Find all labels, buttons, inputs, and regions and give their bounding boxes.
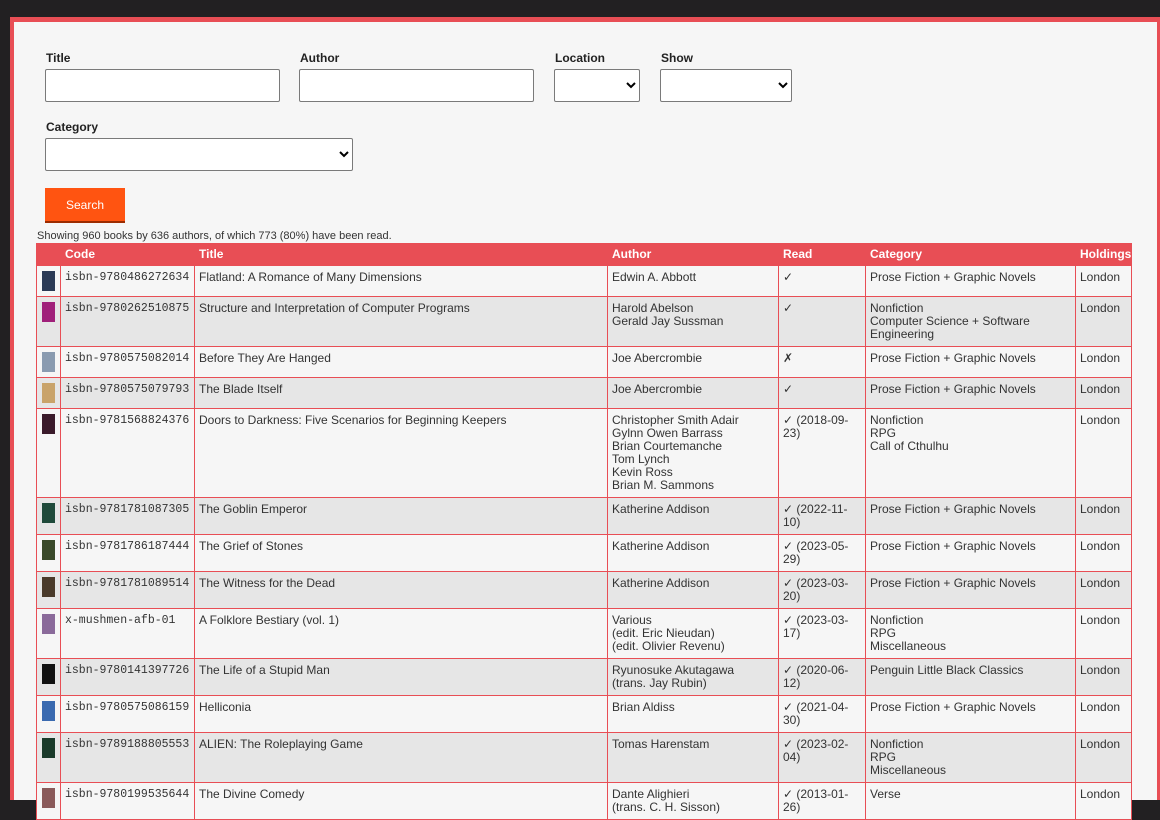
read-status: ✓: [779, 266, 866, 297]
book-authors: [608, 266, 779, 297]
book-code: isbn-9780141397726: [61, 659, 195, 696]
category-name: Prose Fiction + Graphic Novels: [870, 270, 1036, 284]
cover-cell: [37, 297, 61, 347]
location-select[interactable]: [554, 69, 640, 102]
book-holdings: London: [1076, 659, 1132, 696]
book-cover-thumbnail[interactable]: [42, 614, 55, 634]
book-cover-thumbnail[interactable]: [42, 352, 55, 372]
book-categories: [866, 659, 1076, 696]
book-cover-thumbnail[interactable]: [42, 788, 55, 808]
book-title[interactable]: ALIEN: The Roleplaying Game: [195, 733, 608, 783]
book-holdings: London: [1076, 297, 1132, 347]
column-header-author[interactable]: Author: [608, 243, 779, 266]
book-code: isbn-9781781087305: [61, 498, 195, 535]
book-categories: [866, 535, 1076, 572]
author-name[interactable]: Harold Abelson: [612, 301, 694, 315]
book-code: isbn-9780486272634: [61, 266, 195, 297]
book-title[interactable]: Before They Are Hanged: [195, 347, 608, 378]
category-name: Miscellaneous: [870, 639, 947, 653]
cover-cell: [37, 696, 61, 733]
table-row: [37, 409, 1132, 498]
books-table-body: [37, 266, 1132, 820]
cover-cell: [37, 347, 61, 378]
author-name[interactable]: Gerald Jay Sussman: [612, 314, 724, 328]
book-cover-thumbnail[interactable]: [42, 302, 55, 322]
category-name: Nonfiction: [870, 301, 924, 315]
category-name: Prose Fiction + Graphic Novels: [870, 351, 1036, 365]
table-row: [37, 696, 1132, 733]
book-cover-thumbnail[interactable]: [42, 414, 55, 434]
author-name[interactable]: Various: [612, 613, 652, 627]
category-name: Nonfiction: [870, 413, 924, 427]
book-cover-thumbnail[interactable]: [42, 664, 55, 684]
book-title[interactable]: The Blade Itself: [195, 378, 608, 409]
table-row: [37, 378, 1132, 409]
author-name[interactable]: Joe Abercrombie: [612, 382, 703, 396]
table-row: [37, 535, 1132, 572]
author-name[interactable]: Brian Aldiss: [612, 700, 675, 714]
column-header-code[interactable]: Code: [61, 243, 195, 266]
column-header-category[interactable]: Category: [866, 243, 1076, 266]
author-name[interactable]: Dante Alighieri: [612, 787, 690, 801]
cover-cell: [37, 572, 61, 609]
book-authors: [608, 498, 779, 535]
column-header-read[interactable]: Read: [779, 243, 866, 266]
author-input[interactable]: [299, 69, 534, 102]
book-holdings: London: [1076, 498, 1132, 535]
read-status: ✓ (2013-01-26): [779, 783, 866, 820]
book-code: isbn-9780575079793: [61, 378, 195, 409]
book-authors: [608, 409, 779, 498]
show-field: [660, 51, 792, 102]
book-cover-thumbnail[interactable]: [42, 540, 55, 560]
book-holdings: London: [1076, 409, 1132, 498]
book-code: isbn-9780262510875: [61, 297, 195, 347]
category-name: Penguin Little Black Classics: [870, 663, 1024, 677]
category-name: Prose Fiction + Graphic Novels: [870, 382, 1036, 396]
author-name[interactable]: Gylnn Owen Barrass: [612, 426, 723, 440]
book-cover-thumbnail[interactable]: [42, 503, 55, 523]
author-name[interactable]: Ryunosuke Akutagawa: [612, 663, 735, 677]
category-name: RPG: [870, 426, 897, 440]
book-title[interactable]: The Life of a Stupid Man: [195, 659, 608, 696]
cover-cell: [37, 266, 61, 297]
book-holdings: London: [1076, 535, 1132, 572]
book-code: isbn-9780575086159: [61, 696, 195, 733]
book-title[interactable]: Helliconia: [195, 696, 608, 733]
book-holdings: London: [1076, 266, 1132, 297]
cover-cell: [37, 409, 61, 498]
book-authors: [608, 659, 779, 696]
book-authors: [608, 378, 779, 409]
read-status: ✓ (2023-05-29): [779, 535, 866, 572]
book-holdings: London: [1076, 609, 1132, 659]
book-code: isbn-9781568824376: [61, 409, 195, 498]
table-row: [37, 347, 1132, 378]
cover-cell: [37, 733, 61, 783]
category-name: RPG: [870, 626, 897, 640]
book-holdings: London: [1076, 783, 1132, 820]
table-row: [37, 609, 1132, 659]
book-holdings: London: [1076, 733, 1132, 783]
category-label: Category: [46, 120, 99, 134]
table-row: [37, 572, 1132, 609]
book-code: isbn-9789188805553: [61, 733, 195, 783]
book-title[interactable]: The Witness for the Dead: [195, 572, 608, 609]
cover-cell: [37, 609, 61, 659]
author-name[interactable]: Joe Abercrombie: [612, 351, 703, 365]
author-name[interactable]: Katherine Addison: [612, 539, 710, 553]
book-code: isbn-9781781089514: [61, 572, 195, 609]
location-field: [554, 51, 640, 102]
book-authors: [608, 535, 779, 572]
results-summary: Showing 960 books by 636 authors, of which 773 (80%) have been read.: [37, 230, 392, 242]
cover-cell: [37, 535, 61, 572]
author-name[interactable]: Katherine Addison: [612, 576, 710, 590]
category-name: Call of Cthulhu: [870, 439, 949, 453]
book-categories: [866, 347, 1076, 378]
book-categories: [866, 609, 1076, 659]
book-holdings: London: [1076, 378, 1132, 409]
book-authors: [608, 297, 779, 347]
library-page: [14, 22, 1157, 814]
author-name[interactable]: Katherine Addison: [612, 502, 710, 516]
book-code: isbn-9780199535644: [61, 783, 195, 820]
read-status: ✓: [779, 378, 866, 409]
book-categories: [866, 783, 1076, 820]
read-status: ✗: [779, 347, 866, 378]
table-row: [37, 498, 1132, 535]
book-code: x-mushmen-afb-01: [61, 609, 195, 659]
author-field: [299, 51, 534, 102]
author-name[interactable]: (edit. Olivier Revenu): [612, 639, 725, 653]
category-name: Prose Fiction + Graphic Novels: [870, 576, 1036, 590]
read-status: ✓ (2023-03-20): [779, 572, 866, 609]
book-title[interactable]: The Goblin Emperor: [195, 498, 608, 535]
book-authors: [608, 696, 779, 733]
book-categories: [866, 409, 1076, 498]
read-status: ✓ (2022-11-10): [779, 498, 866, 535]
category-name: Verse: [870, 787, 901, 801]
author-name[interactable]: Christopher Smith Adair: [612, 413, 739, 427]
category-name: Nonfiction: [870, 737, 924, 751]
author-name[interactable]: Brian M. Sammons: [612, 478, 715, 492]
location-label: Location: [555, 51, 605, 65]
title-label: Title: [46, 51, 71, 65]
author-name[interactable]: Tom Lynch: [612, 452, 670, 466]
table-row: [37, 733, 1132, 783]
book-holdings: London: [1076, 696, 1132, 733]
book-authors: [608, 609, 779, 659]
author-name[interactable]: Tomas Harenstam: [612, 737, 710, 751]
book-cover-thumbnail[interactable]: [42, 701, 55, 721]
category-name: RPG: [870, 750, 897, 764]
book-authors: [608, 572, 779, 609]
title-field: [45, 51, 280, 102]
category-name: Computer Science + Software: [870, 314, 1030, 328]
book-categories: [866, 498, 1076, 535]
show-label: Show: [661, 51, 693, 65]
book-title[interactable]: Structure and Interpretation of Computer Programs: [195, 297, 608, 347]
book-authors: [608, 783, 779, 820]
book-code: isbn-9780575082014: [61, 347, 195, 378]
cover-cell: [37, 783, 61, 820]
book-title[interactable]: The Divine Comedy: [195, 783, 608, 820]
table-row: [37, 783, 1132, 820]
book-categories: [866, 297, 1076, 347]
books-table: [36, 243, 1132, 820]
book-cover-thumbnail[interactable]: [42, 271, 55, 291]
author-name[interactable]: Brian Courtemanche: [612, 439, 723, 453]
read-status: ✓: [779, 297, 866, 347]
table-header-row: [37, 243, 1132, 266]
book-holdings: London: [1076, 572, 1132, 609]
book-categories: [866, 266, 1076, 297]
book-title[interactable]: The Grief of Stones: [195, 535, 608, 572]
column-header-cover: [37, 243, 61, 266]
book-categories: [866, 572, 1076, 609]
cover-cell: [37, 378, 61, 409]
cover-cell: [37, 659, 61, 696]
read-status: ✓ (2023-02-04): [779, 733, 866, 783]
show-select[interactable]: [660, 69, 792, 102]
book-categories: [866, 733, 1076, 783]
book-cover-thumbnail[interactable]: [42, 577, 55, 597]
book-categories: [866, 378, 1076, 409]
book-title[interactable]: A Folklore Bestiary (vol. 1): [195, 609, 608, 659]
category-name: Engineering: [870, 327, 935, 341]
category-name: Miscellaneous: [870, 763, 947, 777]
read-status: ✓ (2018-09-23): [779, 409, 866, 498]
cover-cell: [37, 498, 61, 535]
book-authors: [608, 733, 779, 783]
category-name: Prose Fiction + Graphic Novels: [870, 700, 1036, 714]
column-header-holdings[interactable]: Holdings: [1076, 243, 1132, 266]
book-cover-thumbnail[interactable]: [42, 383, 55, 403]
read-status: ✓ (2023-03-17): [779, 609, 866, 659]
book-holdings: London: [1076, 347, 1132, 378]
search-button[interactable]: Search: [45, 188, 125, 223]
author-name[interactable]: Kevin Ross: [612, 465, 673, 479]
read-status: ✓ (2020-06-12): [779, 659, 866, 696]
category-name: Prose Fiction + Graphic Novels: [870, 539, 1036, 553]
author-label: Author: [300, 51, 340, 65]
column-header-title[interactable]: Title: [195, 243, 608, 266]
category-select[interactable]: [45, 138, 353, 171]
table-row: [37, 297, 1132, 347]
category-field: [45, 120, 353, 171]
table-row: [37, 659, 1132, 696]
table-row: [37, 266, 1132, 297]
author-name[interactable]: (trans. Jay Rubin): [612, 676, 707, 690]
book-authors: [608, 347, 779, 378]
book-code: isbn-9781786187444: [61, 535, 195, 572]
author-name[interactable]: Edwin A. Abbott: [612, 270, 697, 284]
category-name: Prose Fiction + Graphic Novels: [870, 502, 1036, 516]
category-name: Nonfiction: [870, 613, 924, 627]
book-categories: [866, 696, 1076, 733]
book-cover-thumbnail[interactable]: [42, 738, 55, 758]
author-name[interactable]: (edit. Eric Nieudan): [612, 626, 715, 640]
book-title[interactable]: Doors to Darkness: Five Scenarios for Beginning Keepers: [195, 409, 608, 498]
author-name[interactable]: (trans. C. H. Sisson): [612, 800, 721, 814]
read-status: ✓ (2021-04-30): [779, 696, 866, 733]
book-title[interactable]: Flatland: A Romance of Many Dimensions: [195, 266, 608, 297]
title-input[interactable]: [45, 69, 280, 102]
